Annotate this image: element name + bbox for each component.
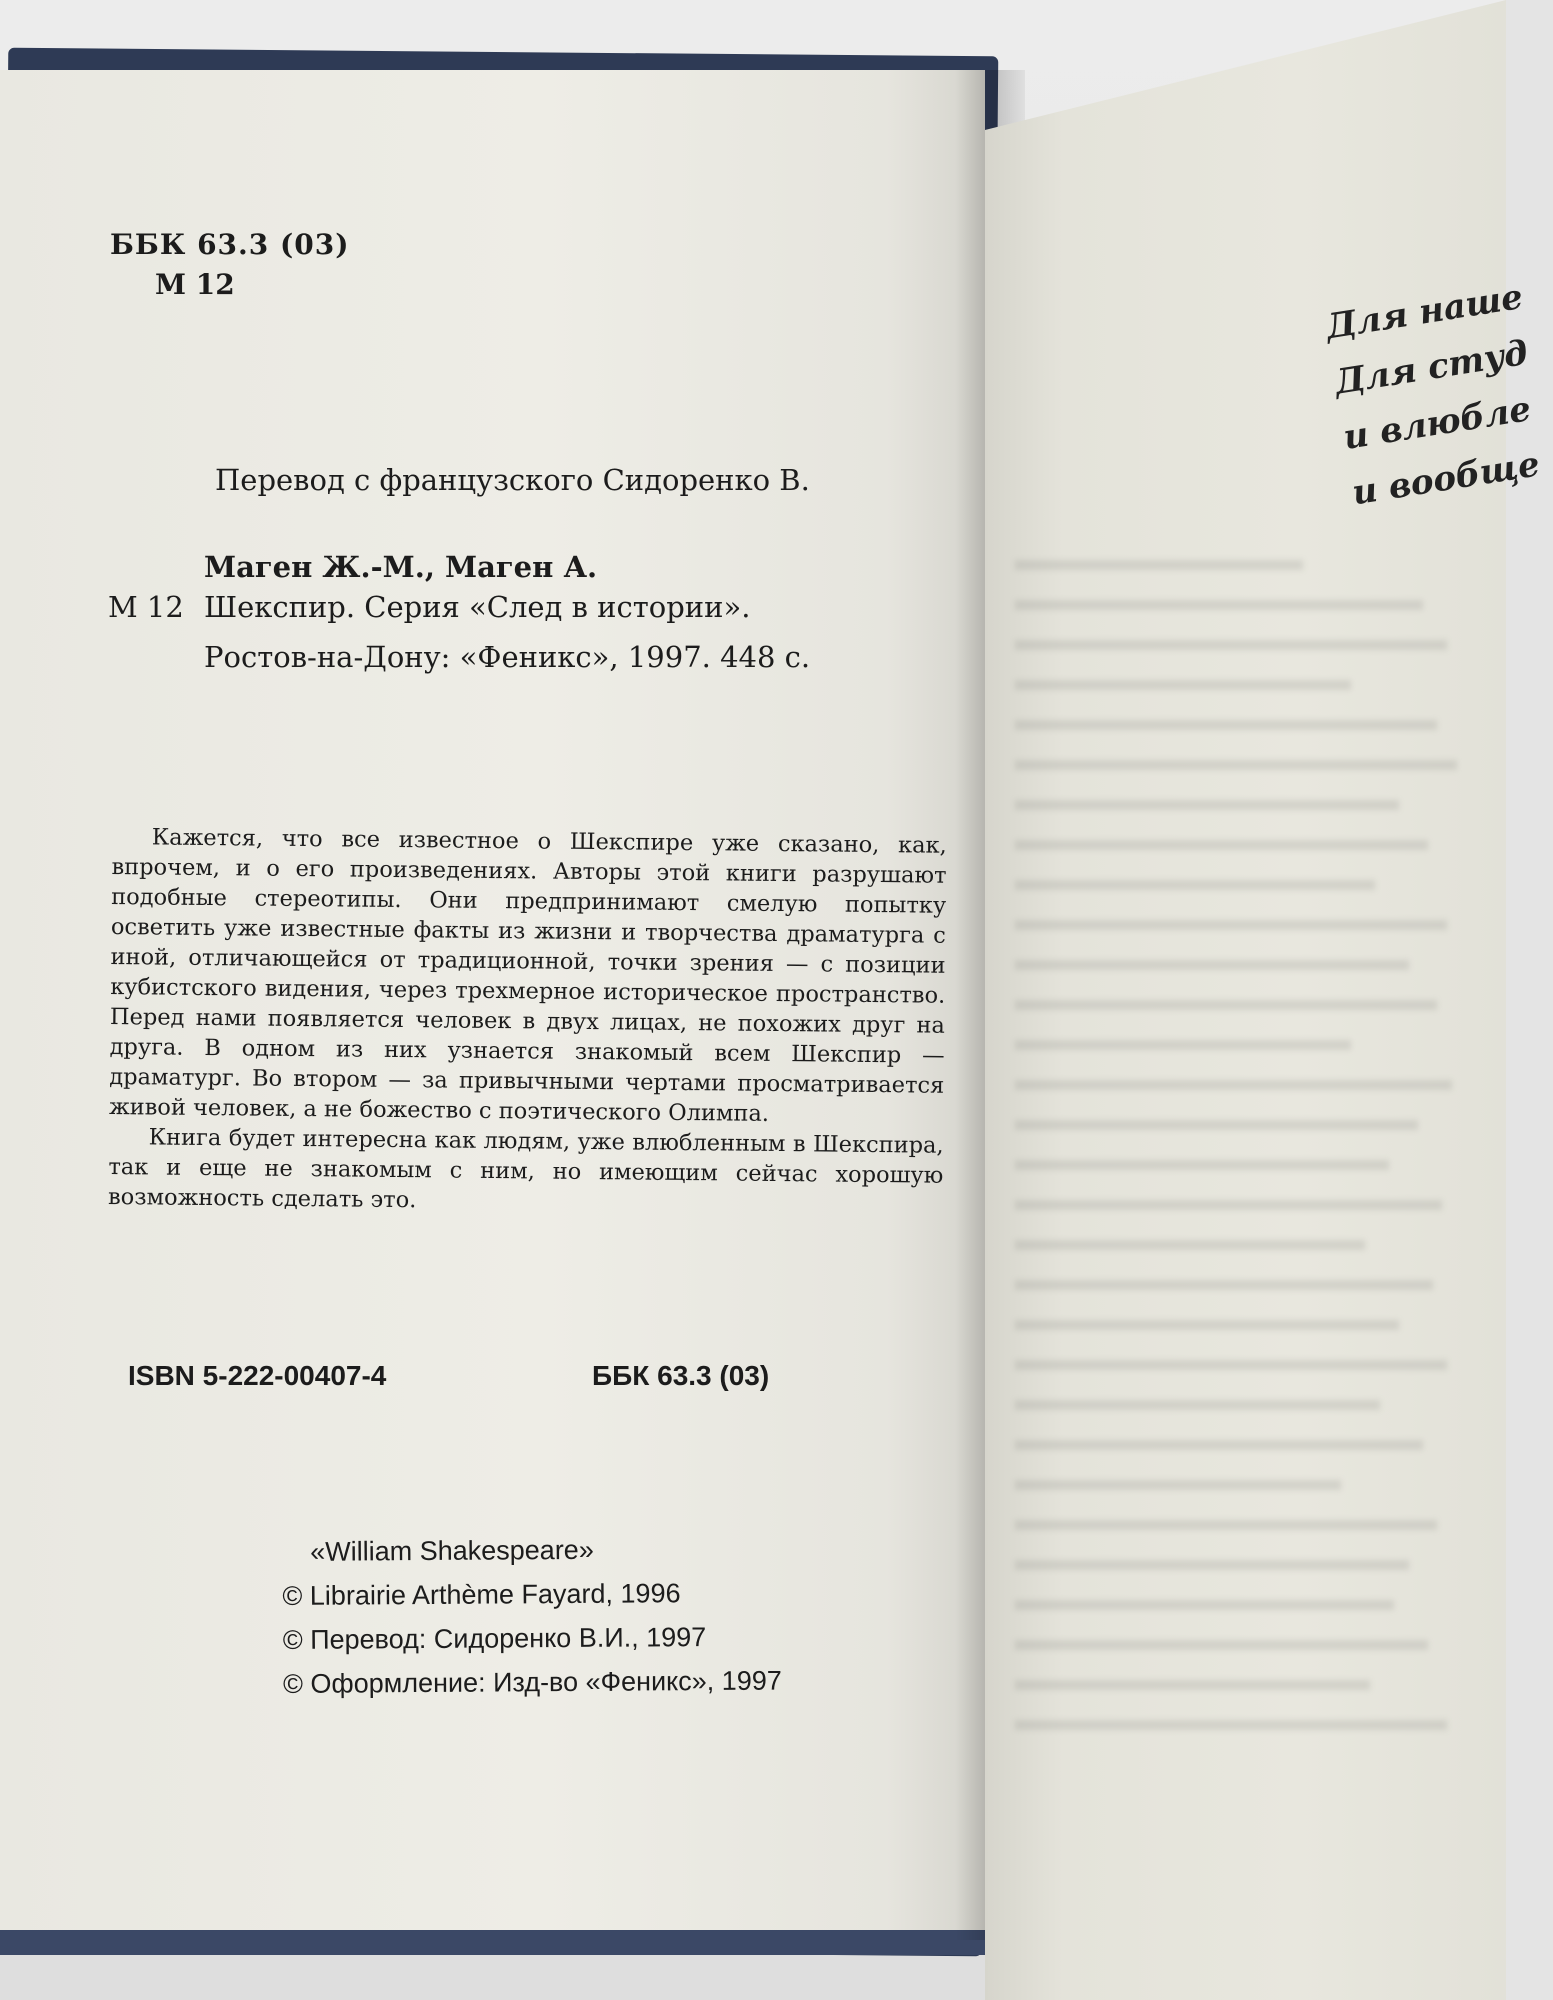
catalog-index: М 12 [108, 590, 184, 624]
catalog-title-series: Шекспир. Серия «След в истории». [204, 590, 751, 624]
translator-credit: Перевод с французского Сидоренко В. [215, 463, 810, 497]
catalog-authors: Маген Ж.-М., Маген А. [204, 550, 598, 584]
author-index-top: М 12 [155, 268, 235, 301]
copyright-translation: © Перевод: Сидоренко В.И., 1997 [282, 1622, 707, 1655]
bbk-code-bottom: ББК 63.3 (03) [592, 1360, 770, 1391]
dedication-text [1322, 269, 1553, 521]
copyright-design: © Оформление: Изд-во «Феникс», 1997 [282, 1665, 782, 1699]
dedication-line: и вообще [1349, 444, 1543, 514]
dedication-line: Для студ [1332, 332, 1531, 403]
annotation-paragraph-1: Кажется, что все известное о Шекспире уже сказано, как, впрочем, и о его произведениях. Авторы этой книги разрушают подобные стереотипы. Они предпринимают смелую попытку осветить уже известные факты из жизни и творчества драматурга с иной, отличающейся от традиционной, точки зрения — с позиции кубистского видения, через трехмерное историческое пространство. Перед нами появляется человек в двух лицах, не похожих друг на друга. В одном из них узнается знакомый всем Шекспир — драматург. Во втором — за привычными чертами просматривается живой человек, а не божество с поэтического Олимпа. [108, 824, 947, 1127]
copyright-publisher: © Librairie Arthème Fayard, 1996 [282, 1578, 681, 1611]
original-title: «William Shakespeare» [310, 1534, 594, 1567]
bbk-code-top: ББК 63.3 (03) [110, 228, 350, 261]
right-page-bleed-lines [1015, 560, 1495, 1760]
catalog-publisher: Ростов-на-Дону: «Феникс», 1997. 448 с. [204, 640, 811, 674]
dedication-line: Для наше [1323, 276, 1526, 348]
dedication-line: и влюбле [1340, 388, 1534, 459]
isbn: ISBN 5-222-00407-4 [128, 1360, 387, 1391]
book-annotation [108, 822, 947, 1221]
annotation-paragraph-2: Книга будет интересна как людям, уже влюбленным в Шекспира, так и еще не знакомым с ним, но имеющим сейчас хорошую возможность сделать это. [107, 1124, 944, 1214]
copyright-block [282, 1527, 782, 1706]
left-page [0, 70, 985, 1930]
